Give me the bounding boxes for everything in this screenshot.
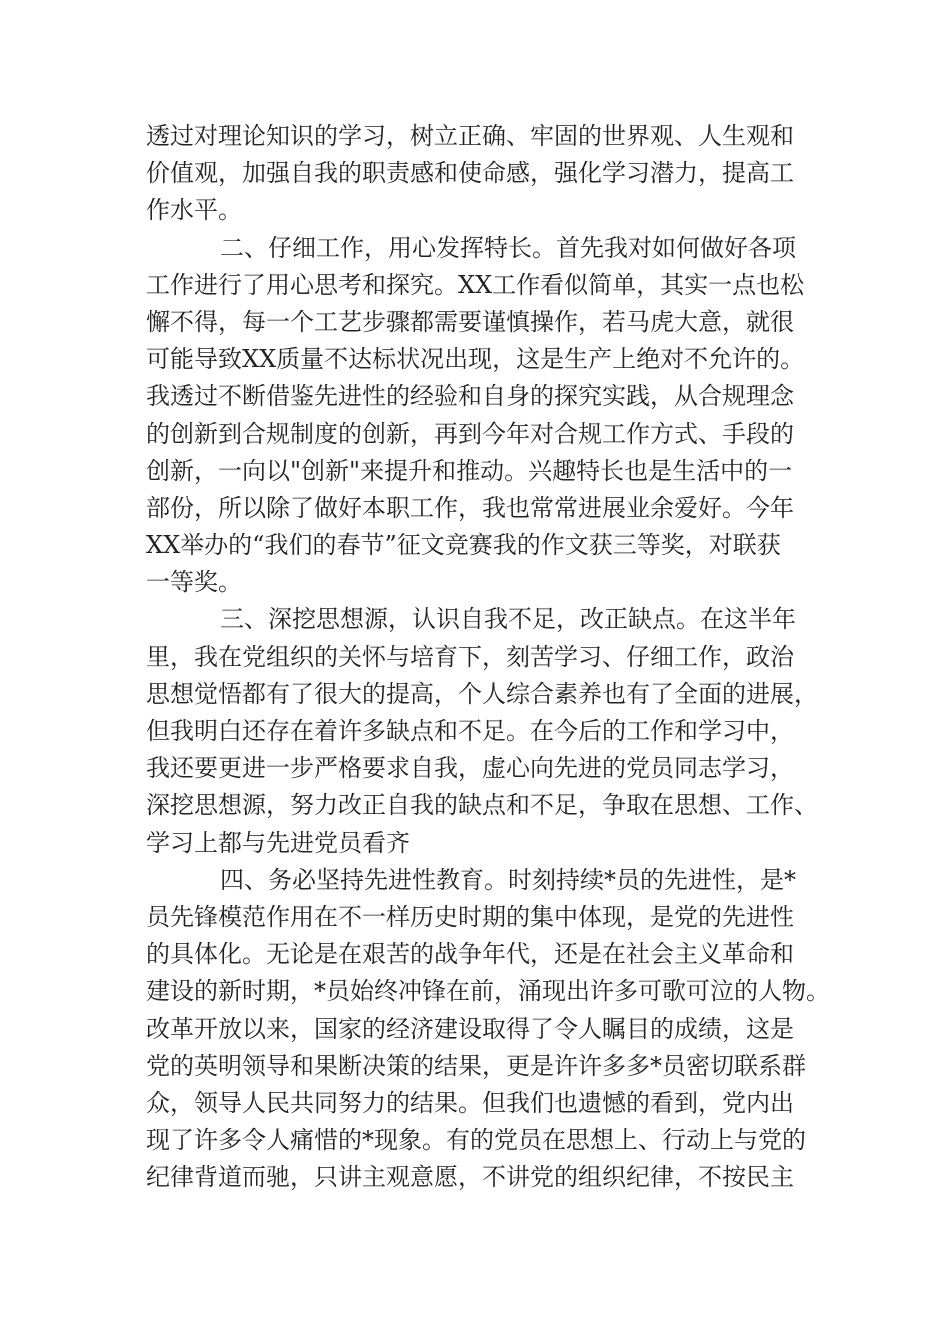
text-line: 可能导致XX质量不达标状况出现，这是生产上绝对不允许的。 (146, 345, 805, 374)
text-line: 员先锋模范作用在不一样历史时期的集中体现，是党的先进性 (146, 902, 794, 931)
text-line: 现了许多令人痛惜的*现象。有的党员在思想上、行动上与党的 (146, 1126, 806, 1155)
text-line: 创新，一向以"创新"来提升和推动。兴趣特长也是生活中的一 (146, 456, 793, 485)
text-line: 改革开放以来，国家的经济建设取得了令人瞩目的成绩，这是 (146, 1014, 794, 1043)
text-line: 纪律背道而驰，只讲主观意愿，不讲党的组织纪律，不按民主 (146, 1163, 794, 1192)
text-line: 深挖思想源，努力改正自我的缺点和不足，争取在思想、工作、 (146, 791, 818, 820)
text-line: 透过对理论知识的学习，树立正确、牢固的世界观、人生观和 (146, 122, 794, 150)
text-line: 部份，所以除了做好本职工作，我也常常进展业余爱好。今年 (146, 493, 794, 522)
text-line: 工作进行了用心思考和探究。XX工作看似简单，其实一点也松 (146, 270, 805, 299)
body-text (146, 118, 830, 1196)
text-line: 的具体化。无论是在艰苦的战争年代，还是在社会主义革命和 (146, 940, 794, 969)
section-heading-line: 二、仔细工作，用心发挥特长。首先我对如何做好各项 (220, 233, 796, 262)
text-line: 思想觉悟都有了很大的提高，个人综合素养也有了全面的进展， (146, 679, 818, 708)
text-line: 众，领导人民共同努力的结果。但我们也遗憾的看到，党内出 (146, 1088, 794, 1117)
text-line: 一等奖。 (146, 568, 242, 597)
text-line: 价值观，加强自我的职责感和使命感，强化学习潜力，提高工 (146, 159, 794, 188)
text-line: XX举办的“我们的春节”征文竞赛我的作文获三等奖，对联获 (146, 531, 781, 560)
text-line: 我透过不断借鉴先进性的经验和自身的探究实践，从合规理念 (146, 382, 794, 411)
section-heading-line: 四、务必坚持先进性教育。时刻持续*员的先进性，是* (220, 865, 796, 894)
section-heading-line: 三、深挖思想源，认识自我不足，改正缺点。在这半年 (220, 605, 796, 634)
text-line: 党的英明领导和果断决策的结果，更是许许多多*员密切联系群 (146, 1051, 806, 1080)
text-line: 懈不得，每一个工艺步骤都需要谨慎操作，若马虎大意，就很 (146, 307, 794, 336)
text-line: 里，我在党组织的关怀与培育下，刻苦学习、仔细工作，政治 (146, 642, 794, 671)
text-line: 建设的新时期，*员始终冲锋在前，涌现出许多可歌可泣的人物。 (146, 977, 830, 1006)
text-line: 的创新到合规制度的创新，再到今年对合规工作方式、手段的 (146, 419, 794, 448)
text-line: 但我明白还存在着许多缺点和不足。在今后的工作和学习中， (146, 717, 794, 745)
text-line: 作水平。 (146, 196, 242, 225)
text-line: 学习上都与先进党员看齐 (146, 828, 410, 857)
text-line: 我还要更进一步严格要求自我，虚心向先进的党员同志学习， (146, 754, 794, 783)
